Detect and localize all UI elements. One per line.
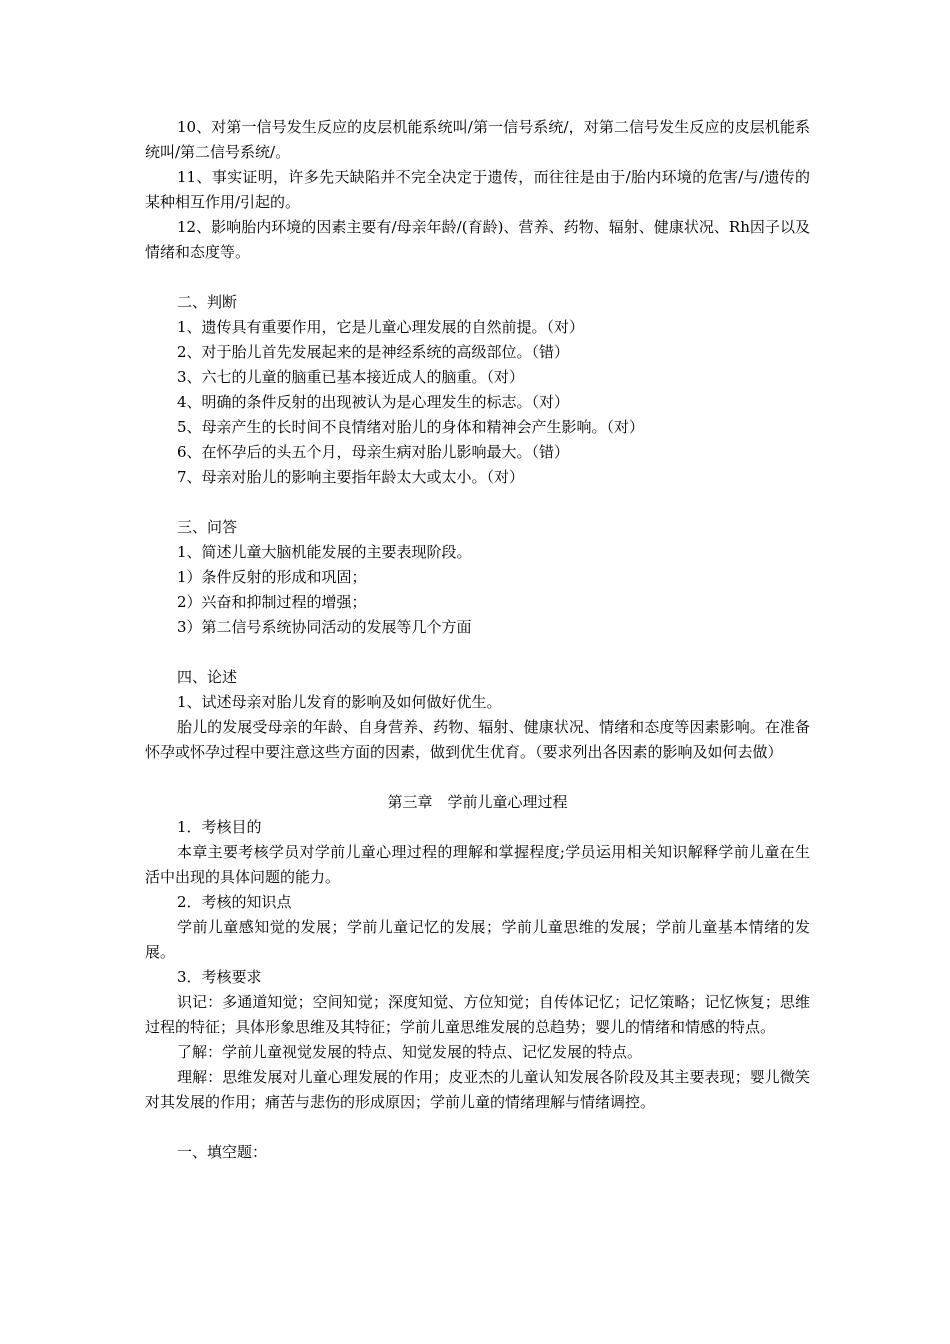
points-heading: 2．考核的知识点 xyxy=(177,893,292,911)
qa-question: 1、简述儿童大脑机能发展的主要表现阶段。 xyxy=(177,543,472,561)
fill-item-10: 10、对第一信号发生反应的皮层机能系统叫/第一信号系统/，对第二信号发生反应的皮层机能系统叫/第二信号系统/。 xyxy=(145,118,810,161)
requirement-know: 了解：学前儿童视觉发展的特点、知觉发展的特点、记忆发展的特点。 xyxy=(177,1043,643,1061)
judge-item: 1、遗传具有重要作用，它是儿童心理发展的自然前提。（对） xyxy=(177,318,585,336)
essay-question: 1、试述母亲对胎儿发育的影响及如何做好优生。 xyxy=(177,693,502,711)
judge-item: 5、母亲产生的长时间不良情绪对胎儿的身体和精神会产生影响。（对） xyxy=(177,418,645,436)
section-heading-qa: 三、问答 xyxy=(177,518,238,536)
fill-item-11: 11、事实证明，许多先天缺陷并不完全决定于遗传，而往往是由于/胎内环境的危害/与/遗传的某种相互作用/引起的。 xyxy=(145,168,810,211)
judge-item: 4、明确的条件反射的出现被认为是心理发生的标志。（对） xyxy=(177,393,570,411)
section-heading-judge: 二、判断 xyxy=(177,293,238,311)
requirement-recall: 识记：多通道知觉；空间知觉；深度知觉、方位知觉；自传体记忆；记忆策略；记忆恢复；思维过程的特征；具体形象思维及其特征；学前儿童思维发展的总趋势；婴儿的情绪和情感的特点。 xyxy=(145,993,810,1036)
aim-heading: 1．考核目的 xyxy=(177,818,262,836)
requirements-heading: 3．考核要求 xyxy=(177,968,262,986)
qa-answer: 1）条件反射的形成和巩固； xyxy=(177,568,367,586)
section-heading-fill: 一、填空题： xyxy=(177,1143,268,1161)
essay-answer: 胎儿的发展受母亲的年龄、自身营养、药物、辐射、健康状况、情绪和态度等因素影响。在准备怀孕或怀孕过程中要注意这些方面的因素，做到优生优育。（要求列出各因素的影响及如何去做） xyxy=(145,718,810,761)
qa-answer: 2）兴奋和抑制过程的增强； xyxy=(177,593,367,611)
judge-item: 2、对于胎儿首先发展起来的是神经系统的高级部位。（错） xyxy=(177,343,570,361)
aim-text: 本章主要考核学员对学前儿童心理过程的理解和掌握程度;学员运用相关知识解释学前儿童在生活中出现的具体问题的能力。 xyxy=(145,843,810,886)
chapter-title: 第三章 学前儿童心理过程 xyxy=(387,793,568,811)
requirement-understand: 理解：思维发展对儿童心理发展的作用；皮亚杰的儿童认知发展各阶段及其主要表现；婴儿微笑对其发展的作用；痛苦与悲伤的形成原因；学前儿童的情绪理解与情绪调控。 xyxy=(145,1068,810,1111)
points-text: 学前儿童感知觉的发展；学前儿童记忆的发展；学前儿童思维的发展；学前儿童基本情绪的发展。 xyxy=(145,918,810,961)
fill-item-12: 12、影响胎内环境的因素主要有/母亲年龄/(育龄)、营养、药物、辐射、健康状况、Rh因子以及情绪和态度等。 xyxy=(145,218,810,261)
document-page xyxy=(145,115,810,1165)
qa-answer: 3）第二信号系统协同活动的发展等几个方面 xyxy=(177,618,472,636)
judge-item: 3、六七的儿童的脑重已基本接近成人的脑重。（对） xyxy=(177,368,525,386)
section-heading-essay: 四、论述 xyxy=(177,668,238,686)
judge-item: 7、母亲对胎儿的影响主要指年龄太大或太小。（对） xyxy=(177,468,525,486)
judge-item: 6、在怀孕后的头五个月，母亲生病对胎儿影响最大。（错） xyxy=(177,443,570,461)
